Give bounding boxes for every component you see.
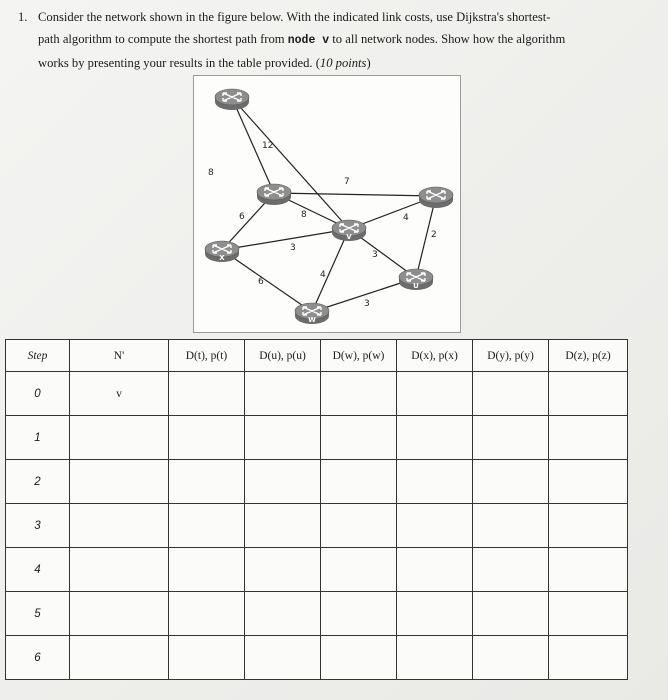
du-cell[interactable]	[245, 548, 321, 592]
edge-x-v	[222, 229, 349, 250]
n-prime-cell	[70, 416, 169, 460]
step-cell: 2	[6, 460, 70, 504]
du-cell[interactable]	[245, 636, 321, 680]
du-cell[interactable]	[245, 592, 321, 636]
network-diagram	[194, 76, 460, 332]
dy-cell[interactable]	[473, 636, 549, 680]
n-prime-cell	[70, 548, 169, 592]
edge-t-v	[232, 98, 349, 229]
dz-cell[interactable]	[549, 592, 628, 636]
router-node-x	[205, 241, 239, 262]
edge-cost-x-v: 3	[290, 243, 296, 253]
dt-cell[interactable]	[169, 636, 245, 680]
question-line-2	[38, 28, 668, 52]
dz-cell[interactable]	[549, 372, 628, 416]
router-node-t	[215, 89, 249, 110]
question-line-3-end: )	[366, 56, 371, 70]
router-label: W	[308, 316, 316, 324]
header-dx: D(x), p(x)	[397, 340, 473, 372]
edge-cost-v-u: 3	[372, 250, 378, 260]
dz-cell[interactable]	[549, 636, 628, 680]
dy-cell[interactable]	[473, 592, 549, 636]
dt-cell[interactable]	[169, 592, 245, 636]
edge-cost-z-v: 4	[403, 213, 409, 223]
router-node-y	[257, 184, 291, 205]
dz-cell[interactable]	[549, 460, 628, 504]
edge-cost-t-v: 12	[262, 141, 274, 151]
router-node-w	[295, 303, 329, 324]
table-header-row	[6, 340, 628, 372]
header-du: D(u), p(u)	[245, 340, 321, 372]
step-cell: 4	[6, 548, 70, 592]
dy-cell[interactable]	[473, 548, 549, 592]
dx-cell[interactable]	[397, 636, 473, 680]
table-row	[6, 636, 628, 680]
points-label: 10 points	[319, 56, 367, 70]
table-row	[6, 416, 628, 460]
dijkstra-table	[5, 339, 628, 680]
router-label: X	[219, 254, 225, 262]
dz-cell[interactable]	[549, 504, 628, 548]
question-number: 1.	[18, 10, 28, 24]
header-n-prime: N'	[70, 340, 169, 372]
dx-cell[interactable]	[397, 592, 473, 636]
n-prime-cell: v	[70, 372, 169, 416]
header-dt: D(t), p(t)	[169, 340, 245, 372]
edge-cost-u-w: 3	[364, 299, 370, 309]
n-prime-cell	[70, 504, 169, 548]
dt-cell[interactable]	[169, 416, 245, 460]
step-cell: 1	[6, 416, 70, 460]
dw-cell[interactable]	[321, 592, 397, 636]
step-cell: 3	[6, 504, 70, 548]
dx-cell[interactable]	[397, 548, 473, 592]
dt-cell[interactable]	[169, 504, 245, 548]
dx-cell[interactable]	[397, 416, 473, 460]
dw-cell[interactable]	[321, 548, 397, 592]
router-label: V	[346, 233, 352, 241]
dz-cell[interactable]	[549, 416, 628, 460]
dt-cell[interactable]	[169, 372, 245, 416]
header-dy: D(y), p(y)	[473, 340, 549, 372]
dw-cell[interactable]	[321, 504, 397, 548]
dx-cell[interactable]	[397, 460, 473, 504]
header-dw: D(w), p(w)	[321, 340, 397, 372]
dy-cell[interactable]	[473, 372, 549, 416]
step-cell: 6	[6, 636, 70, 680]
edge-x-w	[222, 250, 312, 312]
question-line-3	[38, 52, 668, 74]
table-row	[6, 460, 628, 504]
edge-cost-y-v: 8	[301, 210, 307, 220]
du-cell[interactable]	[245, 504, 321, 548]
n-prime-cell	[70, 636, 169, 680]
question-line-1: Consider the network shown in the figure below. With the indicated link costs, use Dijkstra's shortest-	[38, 10, 551, 24]
n-prime-cell	[70, 460, 169, 504]
router-label: U	[413, 282, 419, 290]
dt-cell[interactable]	[169, 460, 245, 504]
table-row	[6, 504, 628, 548]
edge-cost-y-x: 6	[239, 212, 245, 222]
router-node-z	[419, 187, 453, 208]
source-node-label: node v	[287, 34, 330, 47]
header-dz: D(z), p(z)	[549, 340, 628, 372]
router-node-u	[399, 269, 433, 290]
du-cell[interactable]	[245, 460, 321, 504]
edge-cost-t-y: 8	[208, 168, 214, 178]
edge-cost-v-w: 4	[320, 270, 326, 280]
dw-cell[interactable]	[321, 460, 397, 504]
edge-cost-z-u: 2	[431, 230, 437, 240]
dx-cell[interactable]	[397, 504, 473, 548]
du-cell[interactable]	[245, 416, 321, 460]
network-figure	[193, 75, 461, 333]
header-step: Step	[6, 340, 70, 372]
table-row	[6, 372, 628, 416]
dy-cell[interactable]	[473, 416, 549, 460]
question-line-2-start: path algorithm to compute the shortest path from	[38, 32, 288, 46]
edge-v-w	[312, 229, 349, 312]
step-cell: 0	[6, 372, 70, 416]
edge-cost-x-w: 6	[258, 277, 264, 287]
router-node-v	[332, 220, 366, 241]
dz-cell[interactable]	[549, 548, 628, 592]
edge-y-z	[274, 193, 436, 196]
dy-cell[interactable]	[473, 460, 549, 504]
dy-cell[interactable]	[473, 504, 549, 548]
dw-cell[interactable]	[321, 636, 397, 680]
question-text	[38, 6, 668, 74]
dx-cell[interactable]	[397, 372, 473, 416]
edge-cost-y-z: 7	[344, 177, 350, 187]
question-line-3-start: works by presenting your results in the table provided. (	[38, 56, 320, 70]
question-line-2-end: to all network nodes. Show how the algorithm	[329, 32, 566, 46]
table-row	[6, 592, 628, 636]
step-cell: 5	[6, 592, 70, 636]
du-cell[interactable]	[245, 372, 321, 416]
table-row	[6, 548, 628, 592]
dw-cell[interactable]	[321, 416, 397, 460]
n-prime-cell	[70, 592, 169, 636]
dw-cell[interactable]	[321, 372, 397, 416]
dt-cell[interactable]	[169, 548, 245, 592]
